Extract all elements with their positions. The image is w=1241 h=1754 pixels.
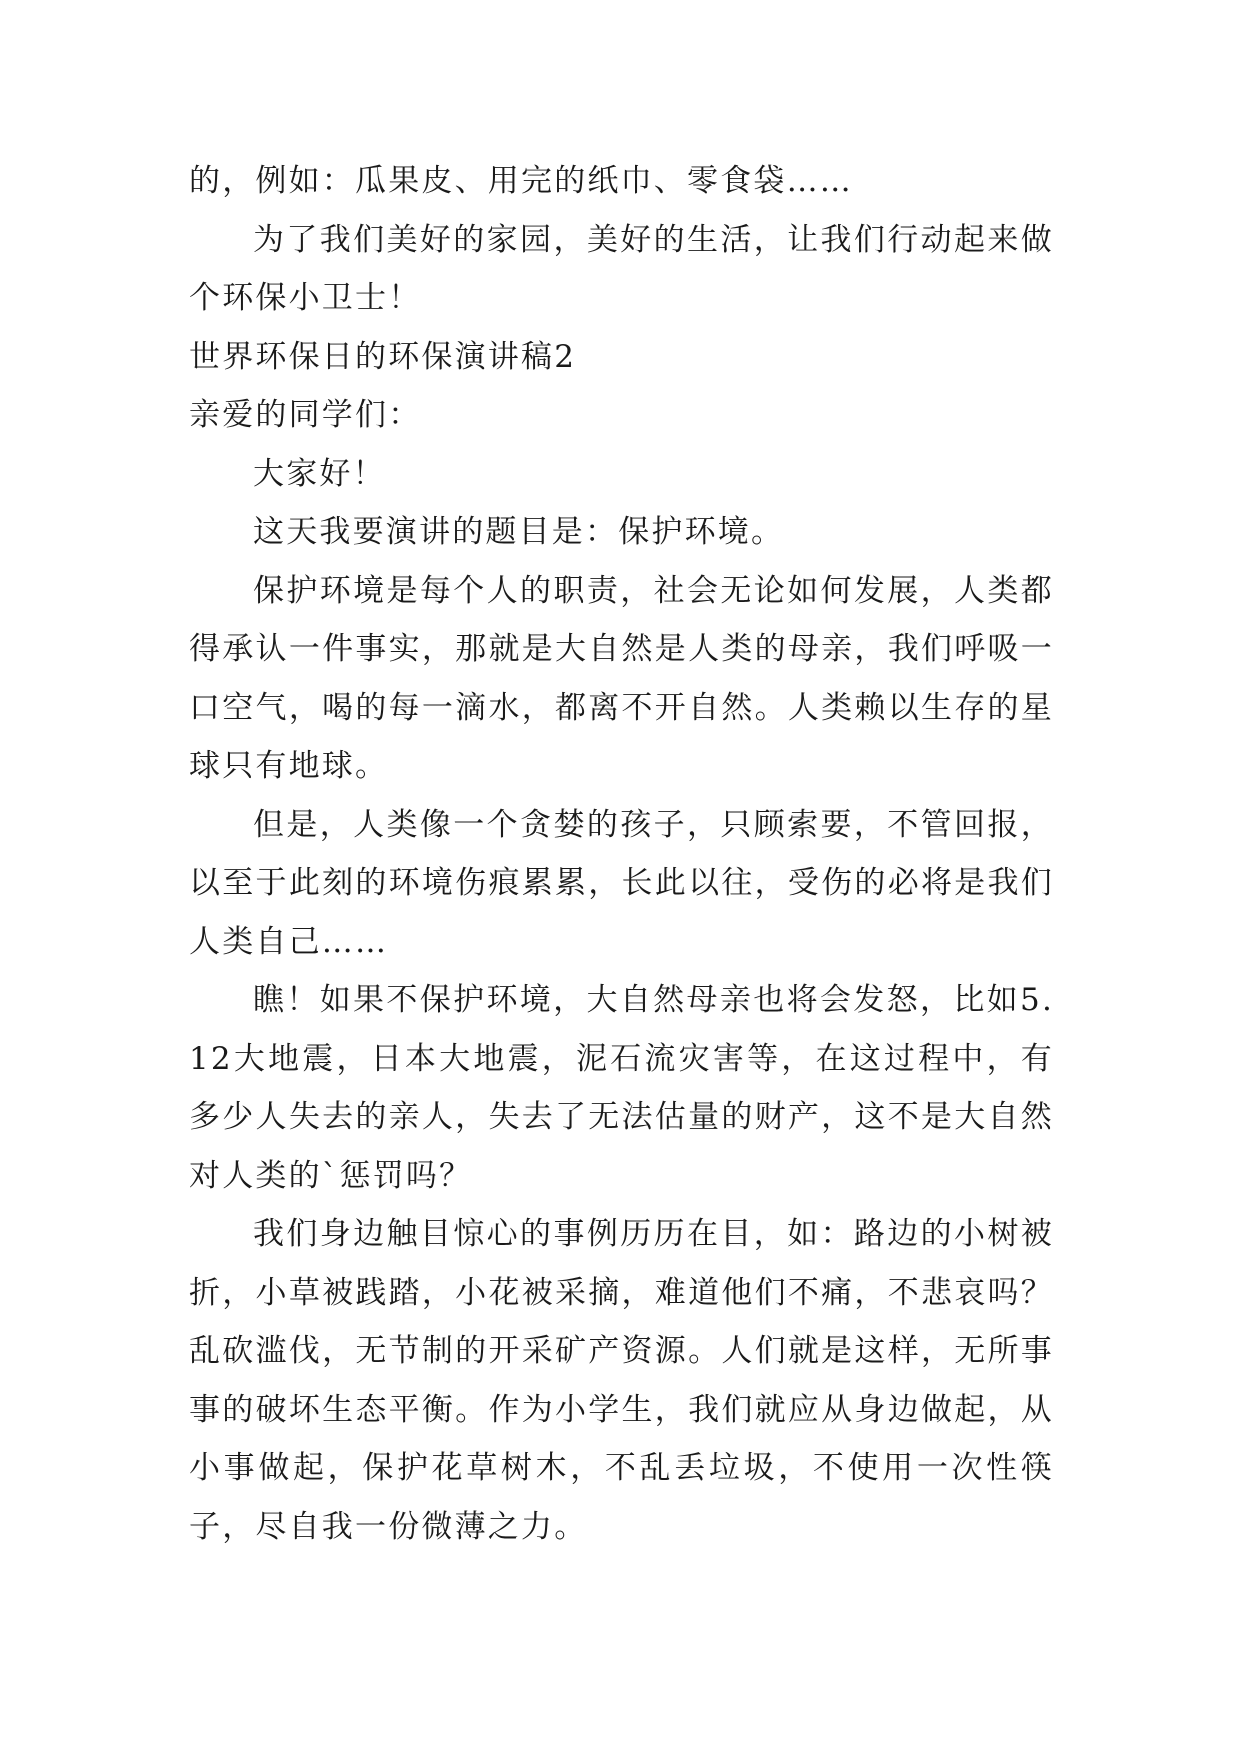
- speech-title: 世界环保日的环保演讲稿2: [189, 338, 577, 375]
- paragraph-body: 保护环境是每个人的职责，社会无论如何发展，人类都得承认一件事实，那就是大自然是人类的母亲，我们呼吸一口空气，喝的每一滴水，都离不开自然。人类赖以生存的星球只有地球。: [189, 572, 1054, 784]
- document-body: [189, 152, 1054, 1556]
- salutation: 亲爱的同学们：: [189, 397, 422, 433]
- paragraph-body: 瞧！如果不保护环境，大自然母亲也将会发怒，比如5.12大地震，日本大地震，泥石流灾害等，在这过程中，有多少人失去的亲人，失去了无法估量的财产，这不是大自然对人类的`惩罚吗？: [189, 982, 1054, 1194]
- paragraph-body: 我们身边触目惊心的事例历历在目，如：路边的小树被折，小草被践踏，小花被采摘，难道他们不痛，不悲哀吗？乱砍滥伐，无节制的开采矿产资源。人们就是这样，无所事事的破坏生态平衡。作为小学生，我们就应从身边做起，从小事做起，保护花草树木，不乱丢垃圾，不使用一次性筷子，尽自我一份微薄之力。: [189, 1216, 1054, 1545]
- paragraph-topic: 这天我要演讲的题目是：保护环境。: [253, 514, 785, 550]
- greeting: 大家好！: [253, 455, 386, 492]
- paragraph-body: 但是，人类像一个贪婪的孩子，只顾索要，不管回报，以至于此刻的环境伤痕累累，长此以往，受伤的必将是我们人类自己……: [189, 806, 1054, 960]
- paragraph-closing-call: 为了我们美好的家园，美好的生活，让我们行动起来做个环保小卫士！: [189, 221, 1054, 316]
- paragraph-continuation: 的，例如：瓜果皮、用完的纸巾、零食袋……: [189, 163, 853, 199]
